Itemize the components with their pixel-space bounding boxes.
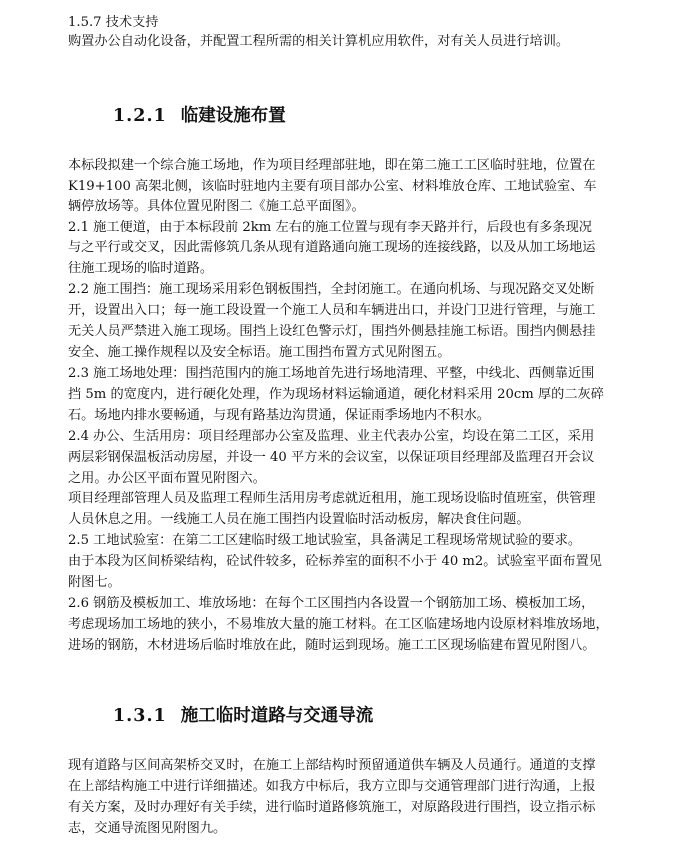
paragraph-line: 2.5 工地试验室：在第二工区建临时级工地试验室，具备满足工程现场常规试验的要求。	[68, 533, 582, 548]
paragraph-line: 与之平行或交叉，因此需修筑几条从现有道路通向施工现场的连接线路，以及从加工场地运	[68, 240, 596, 255]
paragraph-line: 2.6 钢筋及模板加工、堆放场地：在每个工区围挡内各设置一个钢筋加工场、模板加工场，	[68, 596, 595, 611]
paragraph-line: 由于本段为区间桥梁结构，砼试件较多，砼标养室的面积不小于 40 m2。试验室平面布置见	[68, 554, 602, 569]
paragraph-line: 人员休息之用。一线施工人员在施工围挡内设置临时活动板房，解决食住问题。	[68, 512, 530, 527]
paragraph-line: 在上部结构施工中进行详细描述。如我方中标后，我方立即与交通管理部门进行沟通，上报	[68, 779, 596, 794]
paragraph-line: 安全、施工操作规程以及安全标语。施工围挡布置方式见附图五。	[68, 345, 451, 360]
section-121-number: 1.2.1	[113, 106, 167, 126]
paragraph-line: 两层彩钢保温板活动房屋，并设一 40 平方米的会议室，以保证项目经理部及监理召开会议	[68, 450, 595, 465]
section-131-heading	[113, 704, 373, 728]
section-121-title: 临建设施布置	[180, 106, 286, 126]
paragraph-line: 辆停放场等。具体位置见附图二《施工总平面图》。	[68, 199, 365, 214]
section-157-title: 1.5.7 技术支持	[68, 15, 159, 30]
paragraph-line: 2.2 施工围挡：施工现场采用彩色钢板围挡，全封闭施工。在通向机场、与现况路交叉处断	[68, 282, 595, 297]
paragraph-line: 进场的钢筋，木材进场后临时堆放在此，随时运到现场。施工工区现场临建布置见附图八。	[68, 638, 596, 653]
paragraph-line: 2.4 办公、生活用房：项目经理部办公室及监理、业主代表办公室，均设在第二工区，采用	[68, 429, 595, 444]
paragraph-line: 无关人员严禁进入施工现场。围挡上设红色警示灯，围挡外侧悬挂施工标语。围挡内侧悬挂	[68, 324, 596, 339]
paragraph-line: 本标段拟建一个综合施工场地，作为项目经理部驻地，即在第二施工工区临时驻地，位置在	[68, 158, 596, 173]
section-121-heading	[113, 104, 286, 128]
paragraph-line: K19+100 高架北侧，该临时驻地内主要有项目部办公室、材料堆放仓库、工地试验室、车	[68, 179, 597, 194]
paragraph-line: 之用。办公区平面布置见附图六。	[68, 471, 266, 486]
paragraph-line: 挡 5m 的宽度内，进行硬化处理，作为现场材料运输通道，硬化材料采用 20cm 厚的二灰碎	[68, 387, 604, 402]
paragraph-line: 开，设置出入口；每一施工段设置一个施工人员和车辆进出口，并设门卫进行管理，与施工	[68, 303, 596, 318]
paragraph-line: 附图七。	[68, 575, 121, 590]
paragraph-line: 有关方案，及时办理好有关手续，进行临时道路修筑施工，对原路段进行围挡，设立指示标	[68, 800, 596, 815]
paragraph-line: 项目经理部管理人员及监理工程师生活用房考虑就近租用，施工现场设临时值班室，供管理	[68, 491, 596, 506]
paragraph-line: 2.1 施工便道，由于本标段前 2km 左右的施工位置与现有李天路并行，后段也有多条现况	[68, 220, 592, 235]
paragraph-line: 志，交通导流图见附图九。	[68, 821, 227, 836]
section-157-body-line: 购置办公自动化设备，并配置工程所需的相关计算机应用软件，对有关人员进行培训。	[68, 34, 570, 49]
section-131-title: 施工临时道路与交通导流	[180, 706, 374, 726]
paragraph-line: 石。场地内排水要畅通，与现有路基边沟贯通，保证雨季场地内不积水。	[68, 408, 490, 423]
paragraph-line: 往施工现场的临时道路。	[68, 261, 214, 276]
section-131-number: 1.3.1	[113, 706, 167, 726]
paragraph-line: 现有道路与区间高架桥交叉时，在施工上部结构时预留通道供车辆及人员通行。通道的支撑	[68, 758, 596, 773]
paragraph-line: 考虑现场加工场地的狭小，不易堆放大量的施工材料。在工区临建场地内设原材料堆放场地，	[68, 617, 609, 632]
paragraph-line: 2.3 施工场地处理：围挡范围内的施工场地首先进行场地清理、平整，中线北、西侧靠近围	[68, 366, 595, 381]
